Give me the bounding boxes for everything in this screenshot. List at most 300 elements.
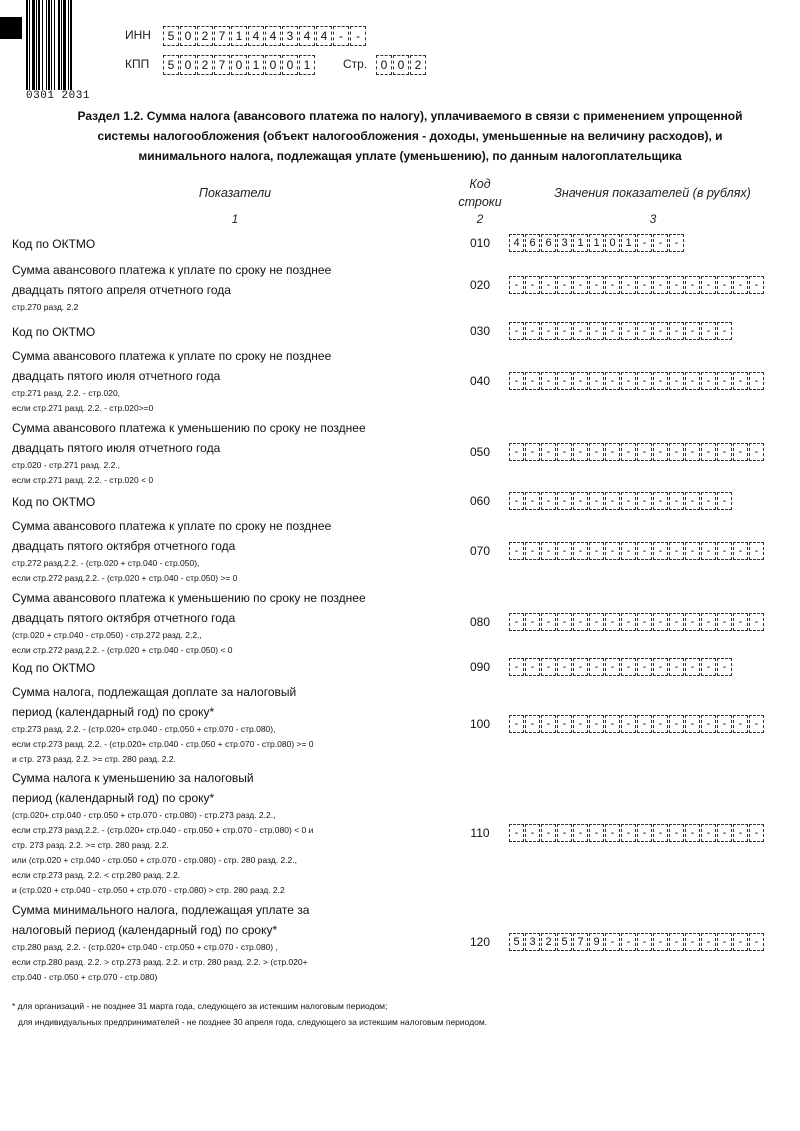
kpp-cells <box>163 55 316 75</box>
barcode-bar <box>54 0 55 90</box>
digit-cell[interactable]: - <box>589 492 604 510</box>
row-formula: стр.270 разд. 2.2 <box>12 302 79 312</box>
digit-cell[interactable]: - <box>525 542 540 560</box>
digit-cell[interactable]: 2 <box>541 933 556 951</box>
digit-cell[interactable]: - <box>669 542 684 560</box>
digit-cell[interactable]: - <box>669 492 684 510</box>
digit-cell[interactable]: - <box>701 322 716 340</box>
row-label: двадцать пятого октября отчетного года <box>12 611 236 625</box>
digit-cell[interactable]: - <box>621 715 636 733</box>
digit-cell[interactable]: - <box>589 322 604 340</box>
digit-cell[interactable]: - <box>637 658 652 676</box>
row-040-description <box>12 346 452 416</box>
barcode-bar <box>29 0 30 90</box>
digit-cell[interactable]: - <box>541 658 556 676</box>
digit-cell[interactable]: - <box>589 372 604 390</box>
barcode-bar <box>51 0 52 90</box>
digit-cell[interactable]: 1 <box>621 234 636 252</box>
digit-cell[interactable]: - <box>701 492 716 510</box>
row-formula: если стр.272 разд.2.2. - (стр.020 + стр.040 - стр.050) >= 0 <box>12 573 238 583</box>
row-formula: стр.040 - стр.050 + стр.070 - стр.080) <box>12 972 158 982</box>
digit-cell[interactable]: - <box>605 542 620 560</box>
digit-cell[interactable]: - <box>669 613 684 631</box>
digit-cell[interactable]: - <box>637 613 652 631</box>
row-080-value-cells <box>509 613 765 631</box>
digit-cell[interactable]: - <box>749 933 764 951</box>
row-label: Сумма авансового платежа к уменьшению по сроку не позднее <box>12 421 366 435</box>
digit-cell[interactable]: 0 <box>265 55 281 75</box>
digit-cell[interactable]: 0 <box>180 26 196 46</box>
barcode-bar <box>32 0 35 90</box>
row-060-value-cells <box>509 492 733 510</box>
digit-cell[interactable]: - <box>605 443 620 461</box>
digit-cell[interactable]: - <box>557 824 572 842</box>
digit-cell[interactable]: - <box>605 322 620 340</box>
digit-cell[interactable]: - <box>749 542 764 560</box>
digit-cell[interactable]: - <box>621 372 636 390</box>
kpp-label: КПП <box>125 57 150 71</box>
digit-cell[interactable]: - <box>541 372 556 390</box>
digit-cell[interactable]: - <box>733 824 748 842</box>
digit-cell[interactable]: 2 <box>197 55 213 75</box>
digit-cell[interactable]: - <box>573 276 588 294</box>
digit-cell[interactable]: - <box>509 542 524 560</box>
digit-cell[interactable]: - <box>669 443 684 461</box>
digit-cell[interactable]: 7 <box>573 933 588 951</box>
digit-cell[interactable]: - <box>637 715 652 733</box>
digit-cell[interactable]: - <box>701 613 716 631</box>
barcode-text: 0301 2031 <box>26 90 90 102</box>
digit-cell[interactable]: - <box>525 613 540 631</box>
title-line-3: минимального налога, подлежащая уплате (уменьшению), по данным налогоплательщика <box>138 149 682 163</box>
digit-cell[interactable]: 2 <box>197 26 213 46</box>
digit-cell[interactable]: - <box>717 492 732 510</box>
row-formula: если стр.273 разд. 2.2. - (стр.020+ стр.040 - стр.050 + стр.070 - стр.080) >= 0 <box>12 739 314 749</box>
row-code: 030 <box>469 324 491 338</box>
row-label: Код по ОКТМО <box>12 661 96 675</box>
digit-cell[interactable]: - <box>701 372 716 390</box>
row-label: Сумма налога, подлежащая доплате за налоговый <box>12 685 297 699</box>
digit-cell[interactable]: - <box>573 492 588 510</box>
digit-cell[interactable]: - <box>589 715 604 733</box>
digit-cell[interactable]: 0 <box>605 234 620 252</box>
digit-cell[interactable]: - <box>605 658 620 676</box>
digit-cell[interactable]: - <box>685 276 700 294</box>
digit-cell[interactable]: - <box>525 372 540 390</box>
digit-cell[interactable]: - <box>685 824 700 842</box>
row-label: период (календарный год) по сроку* <box>12 791 215 805</box>
digit-cell[interactable]: 5 <box>163 55 179 75</box>
row-080-description <box>12 588 452 658</box>
barcode-bar <box>63 0 66 90</box>
digit-cell[interactable]: - <box>717 542 732 560</box>
digit-cell[interactable]: - <box>333 26 349 46</box>
digit-cell[interactable]: - <box>749 443 764 461</box>
title-line-1: Раздел 1.2. Сумма налога (авансового платежа по налогу), уплачиваемого в связи с применением упрощенной <box>77 109 743 123</box>
digit-cell[interactable]: - <box>653 824 668 842</box>
digit-cell[interactable]: - <box>669 276 684 294</box>
digit-cell[interactable]: 1 <box>248 55 264 75</box>
digit-cell[interactable]: - <box>637 933 652 951</box>
digit-cell[interactable]: - <box>653 276 668 294</box>
digit-cell[interactable]: 4 <box>265 26 281 46</box>
digit-cell[interactable]: - <box>621 322 636 340</box>
digit-cell[interactable]: 0 <box>180 55 196 75</box>
digit-cell[interactable]: - <box>685 542 700 560</box>
digit-cell[interactable]: - <box>573 542 588 560</box>
digit-cell[interactable]: - <box>749 824 764 842</box>
row-code: 050 <box>469 445 491 459</box>
barcode-bar <box>42 0 43 90</box>
row-040-value-cells <box>509 372 765 390</box>
digit-cell[interactable]: - <box>621 443 636 461</box>
barcode-bar <box>70 0 72 90</box>
row-formula: (стр.020+ стр.040 - стр.050 + стр.070 - стр.080) - стр.273 разд. 2.2., <box>12 810 276 820</box>
digit-cell[interactable]: - <box>525 824 540 842</box>
digit-cell[interactable]: - <box>653 492 668 510</box>
digit-cell[interactable]: - <box>717 613 732 631</box>
digit-cell[interactable]: - <box>605 276 620 294</box>
digit-cell[interactable]: - <box>557 443 572 461</box>
digit-cell[interactable]: - <box>589 276 604 294</box>
digit-cell[interactable]: - <box>621 933 636 951</box>
digit-cell[interactable]: - <box>637 542 652 560</box>
row-110-description <box>12 768 452 898</box>
column-header-indicators: Показатели <box>198 186 272 200</box>
row-code: 080 <box>469 615 491 629</box>
digit-cell[interactable]: - <box>637 492 652 510</box>
digit-cell[interactable]: - <box>733 372 748 390</box>
digit-cell[interactable]: - <box>621 276 636 294</box>
digit-cell[interactable]: - <box>573 372 588 390</box>
digit-cell[interactable]: 0 <box>231 55 247 75</box>
digit-cell[interactable]: - <box>701 443 716 461</box>
row-100-value-cells <box>509 715 765 733</box>
row-090-value-cells <box>509 658 733 676</box>
digit-cell[interactable]: - <box>685 613 700 631</box>
digit-cell[interactable]: - <box>621 824 636 842</box>
section-title <box>60 106 760 166</box>
digit-cell[interactable]: - <box>749 372 764 390</box>
digit-cell[interactable]: - <box>557 372 572 390</box>
digit-cell[interactable]: 4 <box>509 234 524 252</box>
digit-cell[interactable]: - <box>701 542 716 560</box>
digit-cell[interactable]: - <box>637 372 652 390</box>
digit-cell[interactable]: - <box>685 372 700 390</box>
row-code: 060 <box>469 494 491 508</box>
digit-cell[interactable]: - <box>685 715 700 733</box>
digit-cell[interactable]: - <box>605 933 620 951</box>
digit-cell[interactable]: 7 <box>214 55 230 75</box>
row-code: 100 <box>469 717 491 731</box>
barcode <box>26 0 90 102</box>
barcode-bar <box>26 0 28 90</box>
row-code: 040 <box>469 374 491 388</box>
digit-cell[interactable]: - <box>573 322 588 340</box>
digit-cell[interactable]: 1 <box>589 234 604 252</box>
row-formula: если стр.273 разд. 2.2. < стр.280 разд. 2.2. <box>12 870 181 880</box>
row-formula: если стр.271 разд. 2.2. - стр.020 < 0 <box>12 475 154 485</box>
title-line-2: системы налогообложения (объект налогообложения - доходы, уменьшенные на величину расходов), и <box>97 129 723 143</box>
row-formula: стр.273 разд. 2.2. - (стр.020+ стр.040 - стр.050 + стр.070 - стр.080), <box>12 724 276 734</box>
digit-cell[interactable]: - <box>701 824 716 842</box>
digit-cell[interactable]: 1 <box>231 26 247 46</box>
digit-cell[interactable]: - <box>525 322 540 340</box>
digit-cell[interactable]: - <box>669 715 684 733</box>
page-cells <box>376 55 427 75</box>
digit-cell[interactable]: 6 <box>541 234 556 252</box>
row-110-value-cells <box>509 824 765 842</box>
digit-cell[interactable]: - <box>717 933 732 951</box>
digit-cell[interactable]: - <box>525 276 540 294</box>
digit-cell[interactable]: - <box>669 658 684 676</box>
digit-cell[interactable]: - <box>685 658 700 676</box>
digit-cell[interactable]: - <box>653 715 668 733</box>
digit-cell[interactable]: - <box>717 715 732 733</box>
inn-cells <box>163 26 367 46</box>
digit-cell[interactable]: - <box>509 613 524 631</box>
digit-cell[interactable]: - <box>589 613 604 631</box>
digit-cell[interactable]: 4 <box>299 26 315 46</box>
digit-cell[interactable]: 0 <box>282 55 298 75</box>
digit-cell[interactable]: - <box>653 613 668 631</box>
row-020-description <box>12 260 452 315</box>
digit-cell[interactable]: - <box>605 824 620 842</box>
digit-cell[interactable]: - <box>525 492 540 510</box>
row-030-value-cells <box>509 322 733 340</box>
digit-cell[interactable]: - <box>749 613 764 631</box>
digit-cell[interactable]: - <box>621 658 636 676</box>
digit-cell[interactable]: - <box>621 542 636 560</box>
digit-cell[interactable]: - <box>541 322 556 340</box>
digit-cell[interactable]: - <box>701 715 716 733</box>
digit-cell[interactable]: - <box>509 276 524 294</box>
row-label: Сумма налога к уменьшению за налоговый <box>12 771 254 785</box>
row-label: двадцать пятого октября отчетного года <box>12 539 236 553</box>
digit-cell[interactable]: 2 <box>410 55 426 75</box>
column-number-3: 3 <box>649 212 657 226</box>
digit-cell[interactable]: - <box>733 443 748 461</box>
digit-cell[interactable]: 3 <box>282 26 298 46</box>
digit-cell[interactable]: - <box>685 492 700 510</box>
digit-cell[interactable]: - <box>589 658 604 676</box>
digit-cell[interactable]: - <box>669 933 684 951</box>
row-label: Код по ОКТМО <box>12 237 96 251</box>
row-120-value-cells <box>509 933 765 951</box>
digit-cell[interactable]: - <box>733 613 748 631</box>
row-010-description <box>12 234 452 254</box>
row-label: двадцать пятого апреля отчетного года <box>12 283 231 297</box>
digit-cell[interactable]: - <box>589 824 604 842</box>
digit-cell[interactable]: - <box>557 276 572 294</box>
row-090-description <box>12 658 452 678</box>
digit-cell[interactable]: - <box>653 372 668 390</box>
row-label: налоговый период (календарный год) по сроку* <box>12 923 278 937</box>
digit-cell[interactable]: 5 <box>557 933 572 951</box>
digit-cell[interactable]: - <box>717 443 732 461</box>
digit-cell[interactable]: 5 <box>509 933 524 951</box>
digit-cell[interactable]: - <box>653 443 668 461</box>
digit-cell[interactable]: - <box>557 613 572 631</box>
digit-cell[interactable]: 5 <box>163 26 179 46</box>
row-formula: или (стр.020 + стр.040 - стр.050 + стр.070 - стр.080) - стр. 280 разд. 2.2., <box>12 855 298 865</box>
digit-cell[interactable]: - <box>541 613 556 631</box>
digit-cell[interactable]: 6 <box>525 234 540 252</box>
digit-cell[interactable]: - <box>669 372 684 390</box>
digit-cell[interactable]: - <box>621 492 636 510</box>
digit-cell[interactable]: - <box>653 322 668 340</box>
digit-cell[interactable]: - <box>573 658 588 676</box>
digit-cell[interactable]: - <box>701 933 716 951</box>
digit-cell[interactable]: - <box>573 613 588 631</box>
digit-cell[interactable]: - <box>509 492 524 510</box>
digit-cell[interactable]: - <box>701 658 716 676</box>
row-120-description <box>12 900 452 985</box>
digit-cell[interactable]: 4 <box>248 26 264 46</box>
digit-cell[interactable]: - <box>557 658 572 676</box>
digit-cell[interactable]: 0 <box>393 55 409 75</box>
digit-cell[interactable]: - <box>509 322 524 340</box>
digit-cell[interactable]: - <box>621 613 636 631</box>
digit-cell[interactable]: - <box>749 276 764 294</box>
digit-cell[interactable]: - <box>557 492 572 510</box>
digit-cell[interactable]: - <box>350 26 366 46</box>
digit-cell[interactable]: - <box>637 276 652 294</box>
barcode-bar <box>61 0 62 90</box>
row-formula: стр.271 разд. 2.2. - стр.020, <box>12 388 121 398</box>
digit-cell[interactable]: 7 <box>214 26 230 46</box>
digit-cell[interactable]: - <box>557 715 572 733</box>
digit-cell[interactable]: - <box>637 322 652 340</box>
digit-cell[interactable]: - <box>541 824 556 842</box>
digit-cell[interactable]: - <box>653 658 668 676</box>
digit-cell[interactable]: - <box>605 372 620 390</box>
digit-cell[interactable]: - <box>541 443 556 461</box>
row-label: период (календарный год) по сроку* <box>12 705 215 719</box>
digit-cell[interactable]: - <box>573 715 588 733</box>
row-formula: если стр.272 разд.2.2. - (стр.020 + стр.040 - стр.050) < 0 <box>12 645 233 655</box>
row-label: двадцать пятого июля отчетного года <box>12 369 221 383</box>
footnote-line-1: * для организаций - не позднее 31 марта года, следующего за истекшим налоговым периодом; <box>12 1001 388 1011</box>
digit-cell[interactable]: - <box>733 276 748 294</box>
digit-cell[interactable]: 1 <box>299 55 315 75</box>
digit-cell[interactable]: - <box>509 715 524 733</box>
digit-cell[interactable]: - <box>701 276 716 294</box>
digit-cell[interactable]: - <box>685 443 700 461</box>
digit-cell[interactable]: - <box>589 443 604 461</box>
digit-cell[interactable]: 9 <box>589 933 604 951</box>
digit-cell[interactable]: - <box>717 322 732 340</box>
row-label: Код по ОКТМО <box>12 325 96 339</box>
barcode-bar <box>38 0 40 90</box>
barcode-bar <box>46 0 47 90</box>
digit-cell[interactable]: - <box>557 542 572 560</box>
corner-marker <box>0 17 22 39</box>
row-code: 110 <box>470 826 490 840</box>
digit-cell[interactable]: 4 <box>316 26 332 46</box>
digit-cell[interactable]: - <box>637 443 652 461</box>
digit-cell[interactable]: - <box>653 542 668 560</box>
digit-cell[interactable]: 3 <box>525 933 540 951</box>
digit-cell[interactable]: - <box>669 824 684 842</box>
page-label: Стр. <box>343 57 368 71</box>
digit-cell[interactable]: - <box>685 933 700 951</box>
digit-cell[interactable]: 1 <box>573 234 588 252</box>
row-label: Сумма авансового платежа к уплате по сроку не позднее <box>12 263 332 277</box>
digit-cell[interactable]: - <box>733 715 748 733</box>
row-formula: стр.020 - стр.271 разд. 2.2., <box>12 460 121 470</box>
digit-cell[interactable]: - <box>637 824 652 842</box>
digit-cell[interactable]: 3 <box>557 234 572 252</box>
barcode-bar <box>48 0 50 90</box>
digit-cell[interactable]: - <box>541 492 556 510</box>
column-header-values: Значения показателей (в рублях) <box>554 186 751 200</box>
digit-cell[interactable]: - <box>509 658 524 676</box>
row-label: Сумма авансового платежа к уменьшению по сроку не позднее <box>12 591 366 605</box>
digit-cell[interactable]: - <box>749 715 764 733</box>
digit-cell[interactable]: - <box>573 824 588 842</box>
digit-cell[interactable]: - <box>605 492 620 510</box>
row-formula: стр.272 разд.2.2. - (стр.020 + стр.040 - стр.050), <box>12 558 200 568</box>
digit-cell[interactable]: - <box>669 322 684 340</box>
digit-cell[interactable]: - <box>717 824 732 842</box>
digit-cell[interactable]: - <box>717 658 732 676</box>
digit-cell[interactable]: - <box>733 542 748 560</box>
barcode-bar <box>36 0 37 90</box>
digit-cell[interactable]: - <box>653 234 668 252</box>
digit-cell[interactable]: 0 <box>376 55 392 75</box>
row-label: двадцать пятого июля отчетного года <box>12 441 221 455</box>
row-code: 070 <box>469 544 491 558</box>
digit-cell[interactable]: - <box>525 715 540 733</box>
row-formula: (стр.020 + стр.040 - стр.050) - стр.272 разд. 2.2., <box>12 630 202 640</box>
digit-cell[interactable]: - <box>605 715 620 733</box>
digit-cell[interactable]: - <box>573 443 588 461</box>
digit-cell[interactable]: - <box>717 276 732 294</box>
digit-cell[interactable]: - <box>589 542 604 560</box>
digit-cell[interactable]: - <box>637 234 652 252</box>
digit-cell[interactable]: - <box>525 658 540 676</box>
digit-cell[interactable]: - <box>733 933 748 951</box>
digit-cell[interactable]: - <box>509 372 524 390</box>
digit-cell[interactable]: - <box>525 443 540 461</box>
row-formula: и (стр.020 + стр.040 - стр.050 + стр.070 - стр.080) > стр. 280 разд. 2.2 <box>12 885 285 895</box>
footnote <box>12 998 487 1030</box>
row-050-description <box>12 418 452 488</box>
row-060-description <box>12 492 452 512</box>
digit-cell[interactable]: - <box>717 372 732 390</box>
digit-cell[interactable]: - <box>605 613 620 631</box>
digit-cell[interactable]: - <box>509 824 524 842</box>
digit-cell[interactable]: - <box>669 234 684 252</box>
digit-cell[interactable]: - <box>541 542 556 560</box>
column-number-1: 1 <box>231 212 239 226</box>
barcode-bar <box>68 0 69 90</box>
row-code: 120 <box>469 935 491 949</box>
digit-cell[interactable]: - <box>557 322 572 340</box>
digit-cell[interactable]: - <box>541 276 556 294</box>
digit-cell[interactable]: - <box>685 322 700 340</box>
row-formula: если стр.271 разд. 2.2. - стр.020>=0 <box>12 403 154 413</box>
digit-cell[interactable]: - <box>541 715 556 733</box>
digit-cell[interactable]: - <box>509 443 524 461</box>
digit-cell[interactable]: - <box>653 933 668 951</box>
column-number-2: 2 <box>476 212 484 226</box>
barcode-bar <box>58 0 60 90</box>
row-070-value-cells <box>509 542 765 560</box>
row-formula: стр. 273 разд. 2.2. >= стр. 280 разд. 2.2. <box>12 840 169 850</box>
row-030-description <box>12 322 452 342</box>
